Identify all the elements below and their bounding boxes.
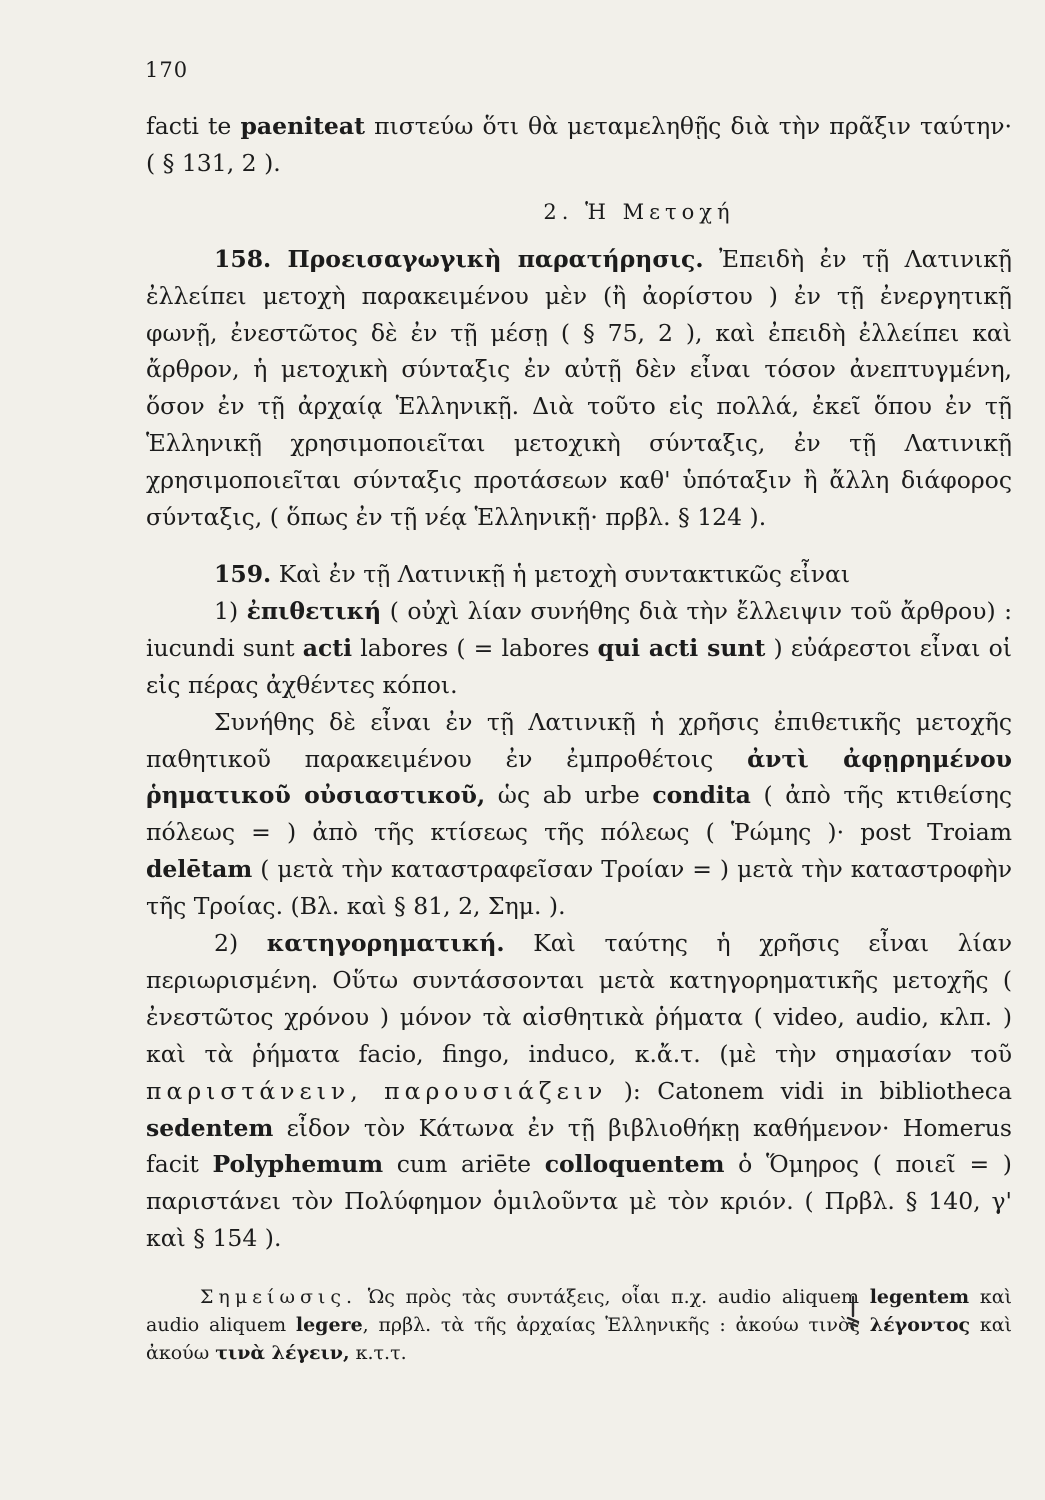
text: εἶδον τὸν Κάτωνα ἐν τῇ βιβλιοθήκῃ καθήμενον· Homerus facit	[146, 1113, 1012, 1179]
text: Καὶ ἐν τῇ Λατινικῇ ἡ μετοχὴ συντακτικῶς εἶναι	[271, 559, 851, 588]
text: Ἐπειδὴ ἐν τῇ Λατινικῇ ἐλλείπει μετοχὴ παρακειμένου μὲν (ἢ ἀορίστου ) ἐν τῇ ἐνεργητικῇ φωνῇ, ἐνεστῶτος δὲ ἐν τῇ μέσῃ ( § 75, 2 ), καὶ ἐπειδὴ ἐλλείπει καὶ ἄρθρον, ἡ μετοχικὴ σύνταξις ἐν αὐτῇ δὲν εἶναι τόσον ἀνεπτυγμένη, ὅσον ἐν τῇ ἀρχαίᾳ Ἑλληνικῇ. Διὰ τοῦτο εἰς πολλά, ἐκεῖ ὅπου ἐν τῇ Ἑλληνικῇ χρησιμοποιεῖται μετοχικὴ σύνταξις, ἐν τῇ Λατινικῇ χρησιμοποιεῖται σύνταξις προτάσεων καθ' ὑπόταξιν ἢ ἄλλη διάφορος σύνταξις, ( ὅπως ἐν τῇ νέᾳ Ἑλληνικῇ· πρβλ. § 124 ).	[146, 244, 1012, 532]
spaced-greek-term: παριστάνειν, παρουσιάζειν	[146, 1076, 608, 1105]
latin-bold-term: Polyphemum	[212, 1150, 384, 1179]
note-label: Σημείωσις.	[200, 1286, 358, 1309]
item-2	[146, 925, 1012, 1257]
latin-bold-term: paeniteat	[240, 112, 365, 140]
paragraph-number-heading: 158. Προεισαγωγικὴ παρατήρησις.	[214, 244, 704, 273]
item-term: ἐπιθετική	[246, 596, 382, 625]
section-heading: 2. Ἡ Μετοχή	[543, 199, 735, 224]
greek-bold-term: ἀντὶ ἀφῃρημένου ῥηματικοῦ οὐσιαστικοῦ,	[146, 744, 1012, 810]
latin-bold-term: qui acti sunt	[597, 633, 766, 662]
text: καὶ ἀκούω	[146, 1314, 1012, 1365]
text: ( οὐχὶ λίαν συνήθης διὰ τὴν ἔλλειψιν τοῦ ἄρθρου) : iucundi sunt	[146, 596, 1012, 662]
body-text	[146, 108, 1012, 1367]
latin-bold-term: condita	[652, 781, 751, 810]
latin-bold-term: colloquentem	[544, 1150, 725, 1179]
text: ( μετὰ τὴν καταστραφεῖσαν Τροίαν = ) μετὰ τὴν καταστροφὴν τῆς Τροίας. (Βλ. καὶ § 81, 2, Σημ. ).	[146, 855, 1012, 921]
item-number: 2)	[214, 929, 267, 958]
item-number: 1)	[214, 596, 247, 625]
paragraph-158	[146, 241, 1012, 536]
latin-bold-term: sedentem	[146, 1113, 274, 1142]
paragraph-number: 159.	[214, 559, 272, 588]
ink-mark-icon	[846, 1296, 860, 1330]
text: Καὶ ταύτης ἡ χρῆσις εἶναι λίαν περιωρισμένη. Οὕτω συντάσσονται μετὰ κατηγορηματικῆς μετοχῆς ( ἐνεστῶτος χρόνου ) μόνον τὰ αἰσθητικὰ ῥήματα ( video, audio, κλπ. ) καὶ τὰ ῥήματα facio, fingo, induco, κ.ἄ.τ. (μὲ τὴν σημασίαν τοῦ	[146, 929, 1013, 1068]
text: ὡς ab urbe	[485, 781, 653, 810]
text: facti te	[146, 112, 241, 140]
paragraph-intro	[146, 108, 1012, 182]
item-1	[146, 593, 1012, 704]
latin-bold-term: legentem	[869, 1286, 970, 1309]
footnote	[146, 1283, 1012, 1367]
text: ) εὐάρεστοι εἶναι οἱ εἰς πέρας ἀχθέντες κόποι.	[146, 633, 1012, 699]
greek-bold-term: λέγοντος	[869, 1314, 971, 1337]
latin-bold-term: acti	[302, 633, 353, 662]
text: ὁ Ὅμηρος ( ποιεῖ = ) παριστάνει τὸν Πολύφημον ὁμιλοῦντα μὲ τὸν κριόν. ( Πρβλ. § 140, γ' καὶ § 154 ).	[146, 1150, 1012, 1253]
item-term: κατηγορηματική.	[266, 929, 505, 958]
text: πιστεύω ὅτι θὰ μεταμεληθῇς διὰ τὴν πρᾶξιν ταύτην· ( § 131, 2 ).	[146, 112, 1012, 177]
paragraph-usage	[146, 704, 1012, 925]
greek-bold-term: τινὰ λέγειν,	[215, 1342, 350, 1365]
text: Συνήθης δὲ εἶναι ἐν τῇ Λατινικῇ ἡ χρῆσις ἐπιθετικῆς μετοχῆς παθητικοῦ παρακειμένου ἐν ἐμπροθέτοις	[146, 707, 1012, 773]
text: ): Catonem vidi in bibliotheca	[607, 1076, 1012, 1105]
text: , πρβλ. τὰ τῆς ἀρχαίας Ἑλληνικῆς : ἀκούω τινὸς	[362, 1314, 870, 1337]
text: κ.τ.τ.	[349, 1342, 407, 1365]
text: cum ariēte	[383, 1150, 545, 1179]
text: ( ἀπὸ τῆς κτιθείσης πόλεως = ) ἀπὸ τῆς κτίσεως τῆς πόλεως ( Ῥώμης )· post Troiam	[146, 781, 1012, 847]
latin-bold-term: delētam	[146, 855, 253, 884]
page-number: 170	[145, 58, 189, 82]
text: Ὡς πρὸς τὰς συντάξεις, οἷαι π.χ. audio aliquem	[357, 1286, 870, 1309]
paragraph-159	[146, 556, 1012, 593]
text: καὶ audio aliquem	[146, 1286, 1013, 1337]
latin-bold-term: legere	[295, 1314, 363, 1337]
text: labores ( = labores	[352, 633, 598, 662]
